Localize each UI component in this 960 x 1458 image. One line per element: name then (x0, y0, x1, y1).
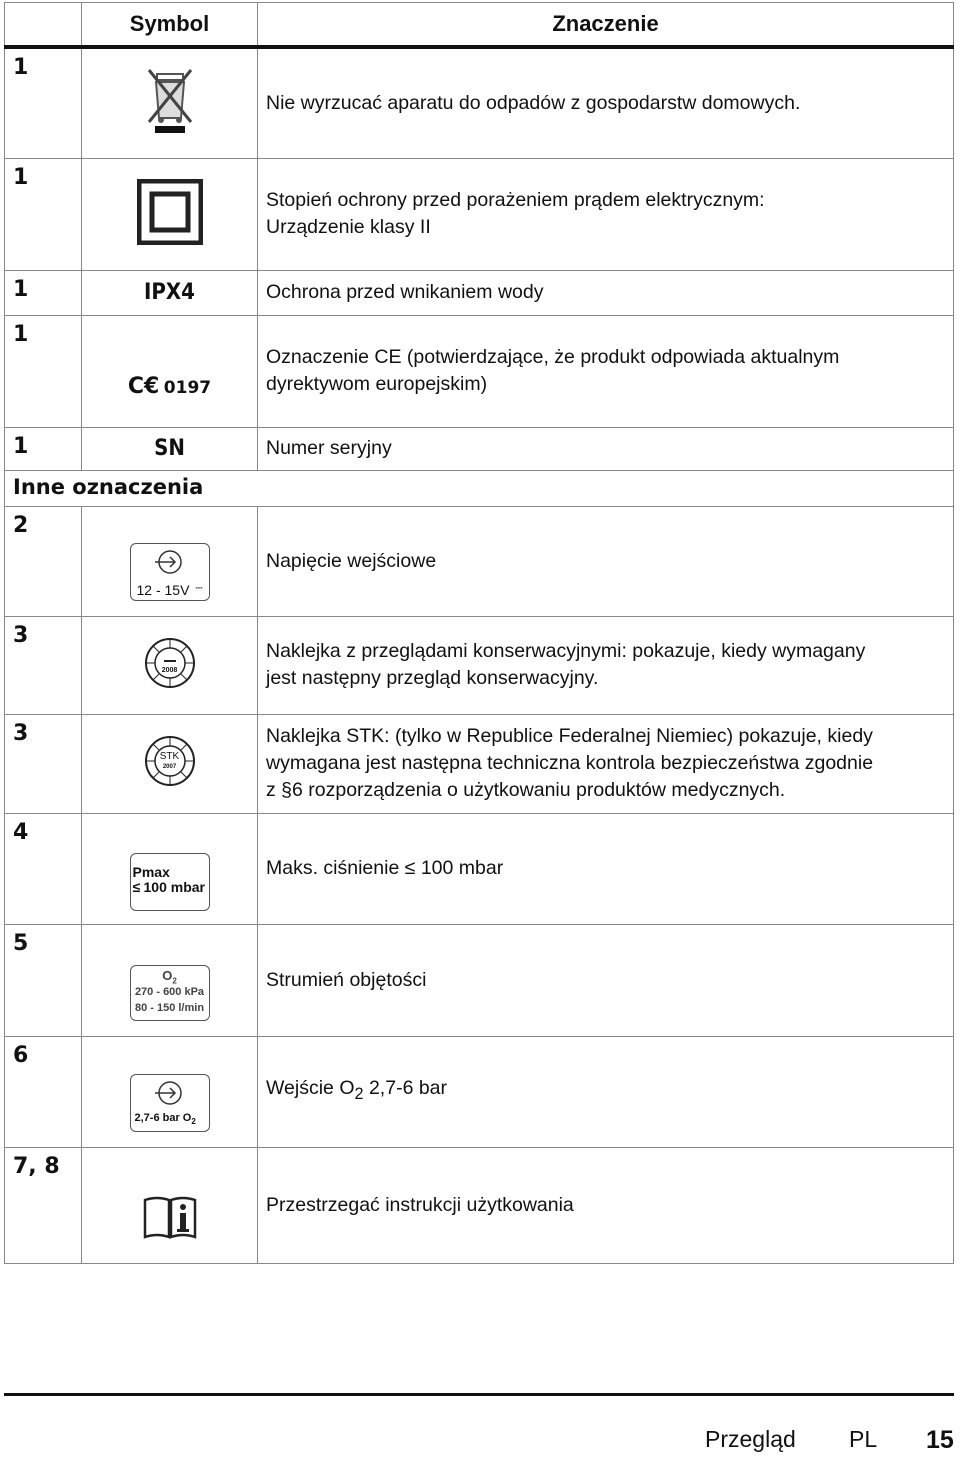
o2-input-label (135, 1112, 196, 1126)
pressure-value: 100 mbar (143, 878, 205, 895)
description (258, 616, 954, 714)
description (258, 714, 954, 813)
less-equal-icon: ≤ (132, 878, 141, 895)
table-row (5, 714, 954, 813)
section-header-row (5, 470, 954, 506)
serial-number-symbol: SN (82, 427, 258, 470)
dc-symbol-icon: ⎓ (195, 582, 203, 593)
o2-letter: O (162, 967, 173, 983)
voltage-input-icon (130, 543, 210, 601)
col-symbol-header: Symbol (82, 3, 258, 48)
symbol-cell (82, 616, 258, 714)
description-text: Naklejka z przeglądami konserwacyjnymi: pokazuje, kiedy wymagany jest następny przegląd konserwacyjny. (266, 640, 866, 689)
crossed-out-wheelie-bin-icon (145, 123, 195, 140)
table-row (5, 270, 954, 315)
ce-notified-body-number: 0197 (163, 377, 212, 398)
symbol-cell (82, 1147, 258, 1263)
o2-input-text: 2,7-6 bar O (134, 1112, 192, 1125)
pressure-range: 270 - 600 kPa (134, 985, 205, 998)
description-text (266, 1075, 953, 1108)
desc-subscript: 2 (354, 1084, 364, 1103)
row-number: 1 (5, 158, 82, 270)
symbol-cell (82, 924, 258, 1036)
desc-part: 2,7-6 bar (363, 1077, 448, 1100)
voltage-range-label: 12 - 15V (136, 581, 190, 598)
maintenance-sticker-icon (144, 637, 196, 689)
description-text: Nie wyrzucać aparatu do odpadów z gospodarstw domowych. (266, 91, 801, 114)
description-text: Przestrzegać instrukcji użytkowania (266, 1193, 574, 1216)
description-text: Stopień ochrony przed porażeniem prądem elektrycznym: Urządzenie klasy II (266, 189, 765, 238)
symbol-cell (82, 158, 258, 270)
read-manual-icon (142, 1228, 198, 1245)
description (258, 47, 954, 158)
row-number: 6 (5, 1036, 82, 1147)
page-number: 15 (926, 1426, 954, 1454)
sticker-year: 2008 (161, 666, 178, 674)
footer-language: PL (849, 1426, 878, 1452)
stk-label: STK (159, 751, 180, 762)
description-text: Strumień objętości (266, 968, 427, 991)
description (258, 158, 954, 270)
flow-volume-icon (130, 965, 210, 1021)
section-label: Inne oznaczenia (5, 470, 954, 506)
description-text: Oznaczenie CE (potwierdzające, że produkt odpowiada aktualnym dyrektywom europejskim) (266, 346, 840, 395)
row-number: 3 (5, 714, 82, 813)
col-meaning-header: Znaczenie (258, 3, 954, 48)
max-pressure-icon (130, 853, 210, 911)
pmax-label: Pmax (132, 863, 170, 880)
desc-part: 100 mbar (415, 857, 504, 879)
description (258, 1147, 954, 1263)
description (258, 813, 954, 924)
table-row (5, 47, 954, 158)
description (258, 270, 954, 315)
o2-subscript: 2 (172, 976, 177, 986)
table-row (5, 924, 954, 1036)
table-row (5, 1036, 954, 1147)
stk-sticker-icon (144, 735, 196, 787)
less-equal-icon: ≤ (404, 857, 416, 879)
symbol-cell (82, 714, 258, 813)
symbols-table (4, 2, 954, 1264)
row-number: 1 (5, 270, 82, 315)
desc-part: Wejście O (266, 1077, 355, 1100)
table-row (5, 813, 954, 924)
o2-label (131, 968, 209, 986)
row-number: 2 (5, 506, 82, 616)
description (258, 427, 954, 470)
description-text (266, 855, 953, 882)
flow-range: 80 - 150 l/min (134, 1001, 205, 1014)
col-num-header (5, 3, 82, 48)
description (258, 506, 954, 616)
row-number: 3 (5, 616, 82, 714)
ipx4-symbol: IPX4 (82, 270, 258, 315)
table-row (5, 315, 954, 427)
symbol-cell (82, 47, 258, 158)
desc-part: Maks. ciśnienie (266, 857, 405, 879)
description-text: Naklejka STK: (tylko w Republice Federalnej Niemiec) pokazuje, kiedy wymagana jest następna techniczna kontrola bezpieczeństwa zgodnie z §6 rozporządzenia o użytkowaniu produktów medycznych. (266, 725, 874, 801)
footer-section: Przegląd (705, 1426, 796, 1452)
table-row (5, 158, 954, 270)
description (258, 1036, 954, 1147)
row-number: 4 (5, 813, 82, 924)
o2-subscript: 2 (191, 1117, 196, 1127)
table-row (5, 1147, 954, 1263)
sticker-year: 2007 (162, 764, 177, 770)
description (258, 315, 954, 427)
row-number: 1 (5, 47, 82, 158)
double-square-class-ii-icon (137, 232, 203, 249)
row-number: 7, 8 (5, 1147, 82, 1263)
row-number: 1 (5, 315, 82, 427)
ce-mark-icon: C€ (127, 373, 160, 399)
symbol-cell (82, 813, 258, 924)
row-number: 1 (5, 427, 82, 470)
symbol-cell (82, 506, 258, 616)
symbol-cell (82, 315, 258, 427)
table-row (5, 616, 954, 714)
description-text: Ochrona przed wnikaniem wody (266, 281, 544, 303)
symbol-cell (82, 1036, 258, 1147)
description-text: Napięcie wejściowe (266, 549, 437, 572)
table-row (5, 506, 954, 616)
footer-rule (4, 1393, 954, 1396)
description-text: Numer seryjny (266, 437, 392, 459)
table-row (5, 427, 954, 470)
row-number: 5 (5, 924, 82, 1036)
o2-input-icon (130, 1074, 210, 1132)
description (258, 924, 954, 1036)
